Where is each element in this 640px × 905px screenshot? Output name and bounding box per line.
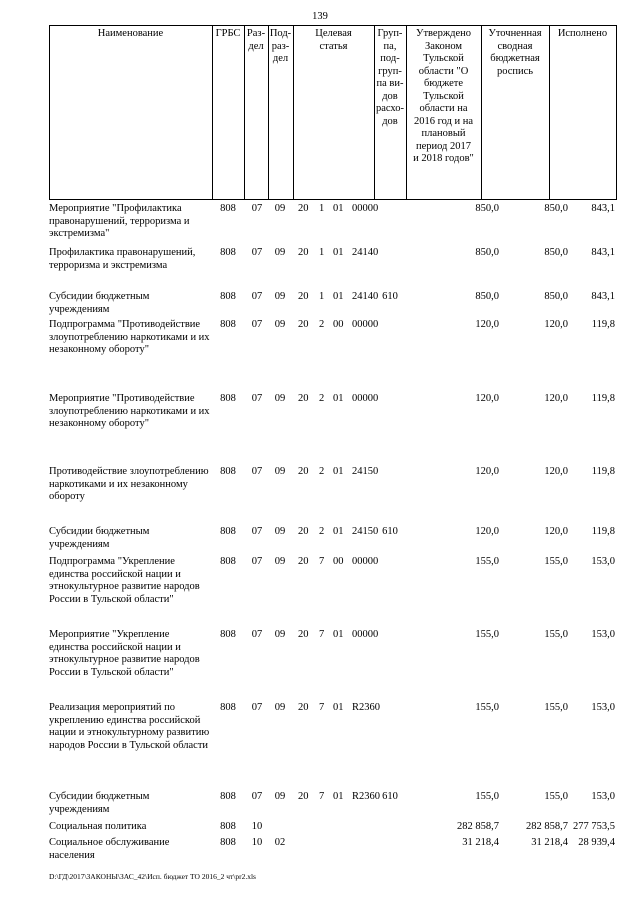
row-target-event: 01 <box>333 791 344 802</box>
row-target-program: 20 <box>298 393 309 404</box>
row-executed-amount: 153,0 <box>591 702 615 713</box>
row-target-event: 00 <box>333 556 344 567</box>
header-executed: Исполнено <box>557 28 608 39</box>
row-target-program: 20 <box>298 556 309 567</box>
row-target-direction: 00000 <box>352 629 379 640</box>
row-target-subprogram: 1 <box>319 291 325 302</box>
row-target-subprogram: 2 <box>319 526 325 537</box>
row-executed-amount: 119,8 <box>591 319 615 330</box>
row-target-subprogram: 7 <box>319 702 325 713</box>
row-specified-amount: 120,0 <box>544 526 568 537</box>
row-razdel: 10 <box>251 821 263 832</box>
row-approved-amount: 120,0 <box>475 466 499 477</box>
row-target-program: 20 <box>298 791 309 802</box>
row-target-direction: 24140 <box>352 247 379 258</box>
row-target-event: 00 <box>333 319 344 330</box>
row-name: Профилактика правонарушений, терроризма и экстремизма <box>49 247 196 271</box>
row-target-subprogram: 2 <box>319 393 325 404</box>
row-approved-amount: 850,0 <box>475 203 499 214</box>
row-specified-amount: 31 218,4 <box>531 837 568 848</box>
row-podrazdel: 09 <box>274 702 286 713</box>
row-target-subprogram: 7 <box>319 791 325 802</box>
row-target-subprogram: 2 <box>319 319 325 330</box>
row-target-event: 01 <box>333 203 344 214</box>
row-target-program: 20 <box>298 319 309 330</box>
row-grbs: 808 <box>220 291 236 302</box>
row-target-program: 20 <box>298 203 309 214</box>
row-executed-amount: 153,0 <box>591 556 615 567</box>
row-grbs: 808 <box>220 247 236 258</box>
row-target-direction: 00000 <box>352 393 379 404</box>
row-grbs: 808 <box>220 393 236 404</box>
row-executed-amount: 153,0 <box>591 629 615 640</box>
row-name: Подпрограмма "Противодействие злоупотреблению наркотиками и их незаконному обороту" <box>49 319 210 355</box>
row-grbs: 808 <box>220 526 236 537</box>
row-razdel: 10 <box>251 837 263 848</box>
row-target-direction: R2360 <box>352 791 381 802</box>
header-approved: Утверждено Законом Тульской области "О бюджете Тульской области на 2016 год и на плановый период 2017 и 2018 годов" <box>413 28 474 164</box>
row-target-program: 20 <box>298 466 309 477</box>
row-razdel: 07 <box>251 629 263 640</box>
row-grbs: 808 <box>220 837 236 848</box>
row-name: Мероприятие "Противодействие злоупотреблению наркотиками и их незаконному обороту" <box>49 393 210 429</box>
row-approved-amount: 155,0 <box>475 556 499 567</box>
row-target-event: 01 <box>333 247 344 258</box>
row-target-event: 01 <box>333 291 344 302</box>
row-target-subprogram: 1 <box>319 247 325 258</box>
table-header <box>49 25 617 199</box>
row-executed-amount: 119,8 <box>591 526 615 537</box>
row-grbs: 808 <box>220 466 236 477</box>
header-bottom-border <box>49 199 617 200</box>
row-razdel: 07 <box>251 466 263 477</box>
row-target-event: 01 <box>333 629 344 640</box>
row-target-direction: 00000 <box>352 556 379 567</box>
row-razdel: 07 <box>251 203 263 214</box>
row-razdel: 07 <box>251 247 263 258</box>
row-razdel: 07 <box>251 556 263 567</box>
header-divider <box>549 25 550 199</box>
row-expense-group: 610 <box>382 526 398 537</box>
row-approved-amount: 120,0 <box>475 319 499 330</box>
row-target-program: 20 <box>298 526 309 537</box>
row-target-program: 20 <box>298 247 309 258</box>
row-podrazdel: 09 <box>274 629 286 640</box>
row-approved-amount: 120,0 <box>475 526 499 537</box>
row-specified-amount: 120,0 <box>544 466 568 477</box>
row-razdel: 07 <box>251 526 263 537</box>
header-divider <box>616 25 617 199</box>
row-grbs: 808 <box>220 203 236 214</box>
row-grbs: 808 <box>220 702 236 713</box>
header-razdel: Раз- дел <box>246 28 266 52</box>
row-grbs: 808 <box>220 556 236 567</box>
row-target-event: 01 <box>333 466 344 477</box>
row-name: Мероприятие "Профилактика правонарушений, терроризма и экстремизма" <box>49 203 190 239</box>
header-grbs: ГРБС <box>215 28 241 39</box>
row-target-program: 20 <box>298 702 309 713</box>
row-approved-amount: 155,0 <box>475 791 499 802</box>
header-target: Целевая статья <box>315 28 352 52</box>
row-target-event: 01 <box>333 526 344 537</box>
row-target-event: 01 <box>333 702 344 713</box>
row-name: Мероприятие "Укрепление единства российской нации и этнокультурное развитие народов России в Тульской области" <box>49 629 200 678</box>
row-approved-amount: 850,0 <box>475 247 499 258</box>
header-group: Груп- па, под- груп- па ви- дов расхо- дов <box>375 28 405 127</box>
row-target-direction: 00000 <box>352 319 379 330</box>
row-target-program: 20 <box>298 629 309 640</box>
row-executed-amount: 153,0 <box>591 791 615 802</box>
row-executed-amount: 28 939,4 <box>578 837 615 848</box>
row-specified-amount: 850,0 <box>544 247 568 258</box>
row-executed-amount: 277 753,5 <box>573 821 615 832</box>
row-razdel: 07 <box>251 393 263 404</box>
header-top-border <box>49 25 617 26</box>
row-razdel: 07 <box>251 702 263 713</box>
row-target-direction: R2360 <box>352 702 381 713</box>
row-executed-amount: 119,8 <box>591 466 615 477</box>
row-executed-amount: 843,1 <box>591 203 615 214</box>
row-specified-amount: 155,0 <box>544 702 568 713</box>
row-expense-group: 610 <box>382 291 398 302</box>
row-approved-amount: 155,0 <box>475 702 499 713</box>
header-podrazdel: Под- раз- дел <box>269 28 292 64</box>
row-specified-amount: 282 858,7 <box>526 821 568 832</box>
row-target-direction: 24150 <box>352 526 379 537</box>
row-name: Социальная политика <box>49 821 147 832</box>
row-target-event: 01 <box>333 393 344 404</box>
row-specified-amount: 120,0 <box>544 319 568 330</box>
row-grbs: 808 <box>220 791 236 802</box>
row-approved-amount: 850,0 <box>475 291 499 302</box>
row-target-subprogram: 7 <box>319 556 325 567</box>
row-specified-amount: 850,0 <box>544 203 568 214</box>
row-target-direction: 24140 <box>352 291 379 302</box>
row-specified-amount: 155,0 <box>544 556 568 567</box>
header-divider <box>212 25 213 199</box>
row-podrazdel: 09 <box>274 556 286 567</box>
row-podrazdel: 09 <box>274 393 286 404</box>
row-specified-amount: 120,0 <box>544 393 568 404</box>
row-podrazdel: 09 <box>274 203 286 214</box>
row-executed-amount: 843,1 <box>591 291 615 302</box>
row-podrazdel: 09 <box>274 791 286 802</box>
row-razdel: 07 <box>251 319 263 330</box>
row-name: Реализация мероприятий по укреплению единства российской нации и этнокультурному развитию народов России в Тульской области <box>49 702 210 751</box>
row-target-direction: 24150 <box>352 466 379 477</box>
row-approved-amount: 120,0 <box>475 393 499 404</box>
row-grbs: 808 <box>220 319 236 330</box>
row-executed-amount: 119,8 <box>591 393 615 404</box>
header-name: Наименование <box>97 28 164 39</box>
row-name: Субсидии бюджетным учреждениям <box>49 791 150 815</box>
row-target-program: 20 <box>298 291 309 302</box>
row-name: Противодействие злоупотреблению наркотиками и их незаконному обороту <box>49 466 209 502</box>
row-razdel: 07 <box>251 291 263 302</box>
row-specified-amount: 850,0 <box>544 291 568 302</box>
header-specified: Уточненная сводная бюджетная роспись <box>488 28 542 77</box>
row-name: Подпрограмма "Укрепление единства российской нации и этнокультурное развитие народов России в Тульской области" <box>49 556 200 605</box>
row-target-direction: 00000 <box>352 203 379 214</box>
row-razdel: 07 <box>251 791 263 802</box>
row-name: Субсидии бюджетным учреждениям <box>49 526 150 550</box>
row-target-subprogram: 7 <box>319 629 325 640</box>
row-grbs: 808 <box>220 821 236 832</box>
footer-file-path: D:\ГД\2017\ЗАКОНЫ\ЗАС_42\Исп. бюджет ТО 2016_2 чт\pr2.xls <box>49 872 256 881</box>
row-target-subprogram: 1 <box>319 203 325 214</box>
row-target-subprogram: 2 <box>319 466 325 477</box>
row-podrazdel: 09 <box>274 526 286 537</box>
row-specified-amount: 155,0 <box>544 791 568 802</box>
row-approved-amount: 31 218,4 <box>462 837 499 848</box>
header-divider <box>49 25 50 199</box>
row-podrazdel: 09 <box>274 466 286 477</box>
row-specified-amount: 155,0 <box>544 629 568 640</box>
row-name: Социальное обслуживание населения <box>49 837 170 861</box>
row-podrazdel: 09 <box>274 291 286 302</box>
row-executed-amount: 843,1 <box>591 247 615 258</box>
row-approved-amount: 282 858,7 <box>457 821 499 832</box>
row-expense-group: 610 <box>382 791 398 802</box>
row-podrazdel: 09 <box>274 247 286 258</box>
row-grbs: 808 <box>220 629 236 640</box>
row-name: Субсидии бюджетным учреждениям <box>49 291 150 315</box>
row-podrazdel: 09 <box>274 319 286 330</box>
row-podrazdel: 02 <box>274 837 286 848</box>
page-number: 139 <box>312 11 328 22</box>
row-approved-amount: 155,0 <box>475 629 499 640</box>
